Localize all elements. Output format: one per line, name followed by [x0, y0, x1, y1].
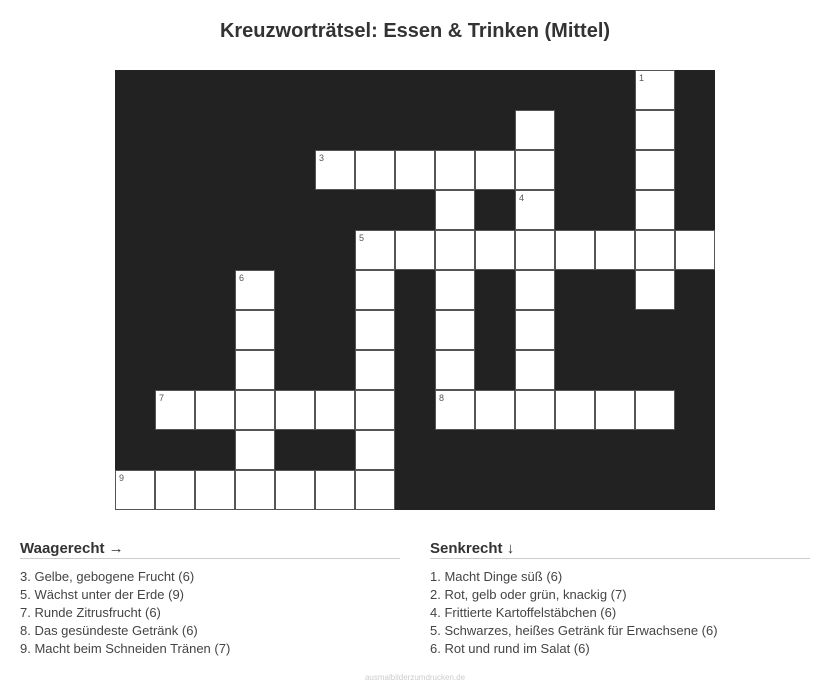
- crossword-cell[interactable]: [235, 270, 275, 310]
- clue-number: 7: [159, 393, 165, 403]
- crossword-cell[interactable]: [275, 470, 315, 510]
- crossword-cell[interactable]: [595, 390, 635, 430]
- crossword-cell[interactable]: [635, 270, 675, 310]
- crossword-cell[interactable]: [195, 390, 235, 430]
- footer-credit: ausmalbilderzumdrucken.de: [364, 673, 466, 682]
- down-clue: 5. Schwarzes, heißes Getränk für Erwachsene (6): [430, 623, 718, 638]
- grid-black-area: [675, 70, 715, 230]
- clue-number: 6: [239, 273, 245, 283]
- across-clue: 5. Wächst unter der Erde (9): [20, 587, 185, 602]
- crossword-cell[interactable]: [635, 230, 675, 270]
- across-heading: Waagerecht →: [20, 540, 400, 559]
- clue-number: 3: [319, 153, 325, 163]
- crossword-cell[interactable]: [635, 110, 675, 150]
- down-clue: 2. Rot, gelb oder grün, knackig (7): [430, 587, 627, 602]
- crossword-cell[interactable]: [635, 390, 675, 430]
- clue-number: 1: [639, 73, 645, 83]
- down-clues: [430, 540, 810, 658]
- grid-black-area: [675, 270, 715, 510]
- crossword-cell[interactable]: [515, 390, 555, 430]
- crossword-cell[interactable]: [515, 190, 555, 230]
- across-clues: [20, 540, 400, 658]
- grid-black-area: [115, 70, 675, 510]
- crossword-cell[interactable]: [275, 390, 315, 430]
- crossword-cell[interactable]: [315, 150, 355, 190]
- crossword-cell[interactable]: [435, 390, 475, 430]
- crossword-cell[interactable]: [635, 150, 675, 190]
- clue-number: 8: [439, 393, 445, 403]
- crossword-cell[interactable]: [515, 150, 555, 190]
- crossword-cell[interactable]: [355, 350, 395, 390]
- crossword-cell[interactable]: [475, 230, 515, 270]
- crossword-cell[interactable]: [155, 470, 195, 510]
- crossword-cell[interactable]: [675, 230, 715, 270]
- crossword-cell[interactable]: [355, 430, 395, 470]
- down-clue: 1. Macht Dinge süß (6): [430, 569, 563, 584]
- crossword-cell[interactable]: [235, 430, 275, 470]
- crossword-cell[interactable]: [435, 230, 475, 270]
- across-clue: 7. Runde Zitrusfrucht (6): [20, 605, 161, 620]
- crossword-cell[interactable]: [395, 230, 435, 270]
- crossword-cell[interactable]: [435, 190, 475, 230]
- crossword-cell[interactable]: [355, 230, 395, 270]
- crossword-cell[interactable]: [315, 470, 355, 510]
- clue-number: 9: [119, 473, 125, 483]
- crossword-cell[interactable]: [435, 270, 475, 310]
- crossword-cell[interactable]: [475, 150, 515, 190]
- crossword-cell[interactable]: [475, 390, 515, 430]
- crossword-cell[interactable]: [355, 470, 395, 510]
- across-clue: 9. Macht beim Schneiden Tränen (7): [20, 641, 231, 656]
- crossword-cell[interactable]: [555, 390, 595, 430]
- crossword-cell[interactable]: [355, 150, 395, 190]
- crossword-cell[interactable]: [155, 390, 195, 430]
- crossword-cell[interactable]: [235, 470, 275, 510]
- crossword-cell[interactable]: [595, 230, 635, 270]
- across-clue: 8. Das gesündeste Getränk (6): [20, 623, 198, 638]
- crossword-cell[interactable]: [395, 150, 435, 190]
- crossword-cell[interactable]: [555, 230, 595, 270]
- crossword-cell[interactable]: [515, 350, 555, 390]
- down-clue: 6. Rot und rund im Salat (6): [430, 641, 590, 656]
- crossword-cell[interactable]: [515, 270, 555, 310]
- crossword-cell[interactable]: [355, 310, 395, 350]
- crossword-cell[interactable]: [355, 270, 395, 310]
- crossword-cell[interactable]: [195, 470, 235, 510]
- crossword-cell[interactable]: [235, 350, 275, 390]
- across-clue: 3. Gelbe, gebogene Frucht (6): [20, 569, 195, 584]
- crossword-cell[interactable]: [235, 390, 275, 430]
- crossword-cell[interactable]: [635, 70, 675, 110]
- crossword-cell[interactable]: [115, 470, 155, 510]
- clue-number: 4: [519, 193, 525, 203]
- clue-number: 5: [359, 233, 365, 243]
- down-heading: Senkrecht ↓: [430, 540, 810, 559]
- crossword-cell[interactable]: [635, 190, 675, 230]
- crossword-grid: [115, 70, 715, 510]
- crossword-cell[interactable]: [435, 150, 475, 190]
- crossword-cell[interactable]: [235, 310, 275, 350]
- page-title: Kreuzworträtsel: Essen & Trinken (Mittel): [219, 20, 611, 42]
- crossword-cell[interactable]: [355, 390, 395, 430]
- crossword-cell[interactable]: [435, 310, 475, 350]
- crossword-cell[interactable]: [515, 110, 555, 150]
- crossword-cell[interactable]: [515, 310, 555, 350]
- crossword-cell[interactable]: [515, 230, 555, 270]
- down-clue: 4. Frittierte Kartoffelstäbchen (6): [430, 605, 617, 620]
- crossword-cell[interactable]: [435, 350, 475, 390]
- crossword-cell[interactable]: [315, 390, 355, 430]
